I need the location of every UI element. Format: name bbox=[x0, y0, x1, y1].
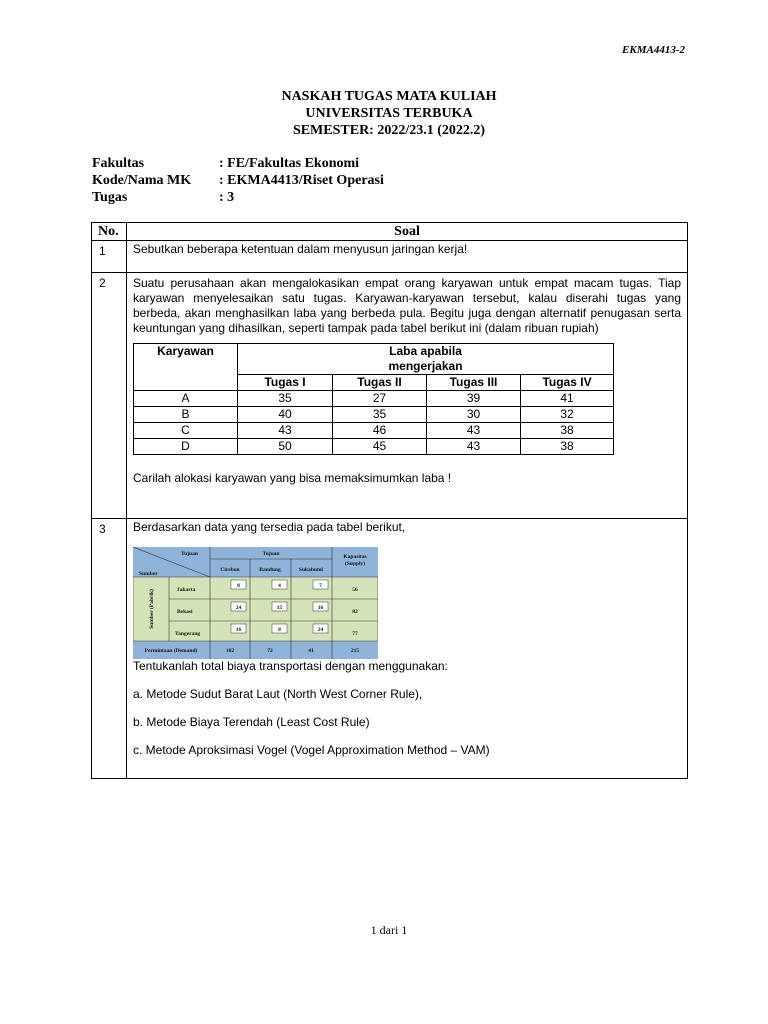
tt-cost: 8 bbox=[278, 627, 281, 633]
questions-table bbox=[91, 222, 688, 779]
assign-header-laba-1: Laba apabila bbox=[389, 344, 462, 358]
tt-corner-top: Tujuan bbox=[181, 551, 198, 557]
tt-cost: 24 bbox=[235, 605, 242, 611]
assign-value: 45 bbox=[333, 439, 427, 455]
meta-key: Tugas bbox=[92, 190, 128, 205]
assign-header-karyawan: Karyawan bbox=[134, 344, 238, 391]
document-code: EKMA4413-2 bbox=[622, 44, 685, 56]
title-line-3: SEMESTER: 2022/23.1 (2022.2) bbox=[292, 123, 486, 138]
tt-source: Bekasi bbox=[177, 609, 193, 615]
course-meta bbox=[92, 155, 384, 206]
tt-side-label: Sumber (Pabrik) bbox=[149, 589, 155, 629]
assign-value: 38 bbox=[521, 423, 614, 439]
assign-value: 40 bbox=[238, 407, 333, 423]
header-soal: Soal bbox=[127, 223, 688, 241]
tt-demand: 72 bbox=[267, 648, 273, 654]
assign-task-header: Tugas II bbox=[333, 375, 427, 391]
question-3-option-b: b. Metode Biaya Terendah (Least Cost Rule) bbox=[133, 715, 370, 729]
assign-value: 38 bbox=[521, 439, 614, 455]
title-line-2: UNIVERSITAS TERBUKA bbox=[305, 106, 473, 121]
assign-employee: D bbox=[134, 439, 238, 455]
question-3-intro: Berdasarkan data yang tersedia pada tabel berikut, bbox=[133, 520, 406, 534]
tt-cost: 16 bbox=[235, 627, 242, 633]
meta-value: : EKMA4413/Riset Operasi bbox=[219, 173, 384, 188]
assign-value: 35 bbox=[238, 391, 333, 407]
page-footer: 1 dari 1 bbox=[370, 923, 408, 937]
meta-value: : 3 bbox=[219, 190, 235, 205]
assign-value: 50 bbox=[238, 439, 333, 455]
tt-source: Jakarta bbox=[177, 587, 196, 593]
question-number: 1 bbox=[92, 241, 127, 273]
meta-key: Kode/Nama MK bbox=[92, 173, 192, 188]
meta-row-fakultas bbox=[92, 155, 384, 172]
question-1-text: Sebutkan beberapa ketentuan dalam menyusun jaringan kerja! bbox=[133, 242, 468, 256]
question-3-instruction: Tentukanlah total biaya transportasi dengan menggunakan: bbox=[133, 659, 448, 673]
assign-employee: C bbox=[134, 423, 238, 439]
assign-value: 43 bbox=[427, 423, 521, 439]
assign-row bbox=[134, 423, 614, 439]
assign-row bbox=[134, 391, 614, 407]
tt-header-tujuan: Tujuan bbox=[262, 551, 280, 557]
question-3-option-a: a. Metode Sudut Barat Laut (North West Corner Rule), bbox=[133, 687, 423, 701]
tt-cost: 15 bbox=[276, 605, 283, 611]
tt-cost: 8 bbox=[237, 583, 240, 589]
tt-header-kapasitas: Kapasitas bbox=[343, 554, 367, 560]
assign-value: 43 bbox=[238, 423, 333, 439]
tt-corner-bottom: Sumber bbox=[139, 571, 158, 577]
question-number: 2 bbox=[92, 273, 127, 519]
assign-value: 32 bbox=[521, 407, 614, 423]
tt-cost: 4 bbox=[278, 583, 281, 589]
question-number: 3 bbox=[92, 519, 127, 779]
assign-value: 41 bbox=[521, 391, 614, 407]
assign-header-laba bbox=[238, 344, 614, 375]
assign-row bbox=[134, 439, 614, 455]
meta-row-kode bbox=[92, 172, 384, 189]
tt-header-supply: (Supply) bbox=[344, 561, 366, 567]
question-3-option-c: c. Metode Aproksimasi Vogel (Vogel Approximation Method – VAM) bbox=[133, 743, 490, 757]
assign-header-laba-2: mengerjakan bbox=[388, 359, 463, 373]
header-no: No. bbox=[92, 223, 127, 241]
tt-cost: 24 bbox=[317, 627, 324, 633]
tt-source: Tangerang bbox=[175, 631, 201, 637]
question-row-3 bbox=[92, 519, 688, 779]
document-title bbox=[0, 88, 768, 139]
question-2-text: Suatu perusahaan akan mengalokasikan empat orang karyawan untuk empat macam tugas. Tiap karyawan menyelesaikan satu tugas. Karyawan-karyawan tersebut, kalau diserahi tugas yang berbeda, akan menghasilkan laba yang berbeda pula. Begitu juga dengan alternatif penugasan serta keuntungan yang dihasilkan, seperti tampak pada tabel berikut ini (dalam ribuan rupiah) bbox=[133, 276, 681, 335]
tt-destination: Cirebon bbox=[220, 567, 240, 573]
assign-employee: B bbox=[134, 407, 238, 423]
tt-total: 215 bbox=[350, 648, 360, 654]
title-line-1: NASKAH TUGAS MATA KULIAH bbox=[281, 89, 497, 104]
assign-task-header: Tugas I bbox=[238, 375, 333, 391]
meta-key: Fakultas bbox=[92, 156, 145, 171]
assignment-table bbox=[133, 343, 614, 455]
question-2-instruction: Carilah alokasi karyawan yang bisa memaksimumkan laba ! bbox=[133, 471, 452, 485]
tt-demand-label: Permintaan (Demand) bbox=[144, 648, 198, 654]
tt-supply: 77 bbox=[352, 631, 358, 637]
assign-task-header: Tugas III bbox=[427, 375, 521, 391]
tt-supply: 82 bbox=[352, 609, 358, 615]
question-row-1 bbox=[92, 241, 688, 273]
meta-row-tugas bbox=[92, 189, 384, 206]
tt-cost: 7 bbox=[319, 583, 322, 589]
tt-destination: Sukabumi bbox=[298, 567, 324, 573]
assign-row bbox=[134, 407, 614, 423]
assign-task-header: Tugas IV bbox=[521, 375, 614, 391]
questions-header-row bbox=[92, 223, 688, 241]
question-row-2 bbox=[92, 273, 688, 519]
tt-demand: 102 bbox=[225, 648, 235, 654]
question-cell bbox=[127, 519, 688, 779]
transport-table bbox=[133, 547, 378, 659]
transport-table-image bbox=[133, 547, 378, 659]
question-cell bbox=[127, 241, 688, 273]
assign-value: 46 bbox=[333, 423, 427, 439]
question-cell bbox=[127, 273, 688, 519]
tt-cost: 16 bbox=[317, 605, 324, 611]
tt-demand: 41 bbox=[308, 648, 314, 654]
assign-value: 27 bbox=[333, 391, 427, 407]
assign-value: 39 bbox=[427, 391, 521, 407]
assign-employee: A bbox=[134, 391, 238, 407]
assign-value: 30 bbox=[427, 407, 521, 423]
assign-value: 35 bbox=[333, 407, 427, 423]
meta-value: : FE/Fakultas Ekonomi bbox=[219, 156, 360, 171]
tt-supply: 56 bbox=[352, 587, 358, 593]
tt-destination: Bandung bbox=[259, 567, 281, 573]
assign-value: 43 bbox=[427, 439, 521, 455]
